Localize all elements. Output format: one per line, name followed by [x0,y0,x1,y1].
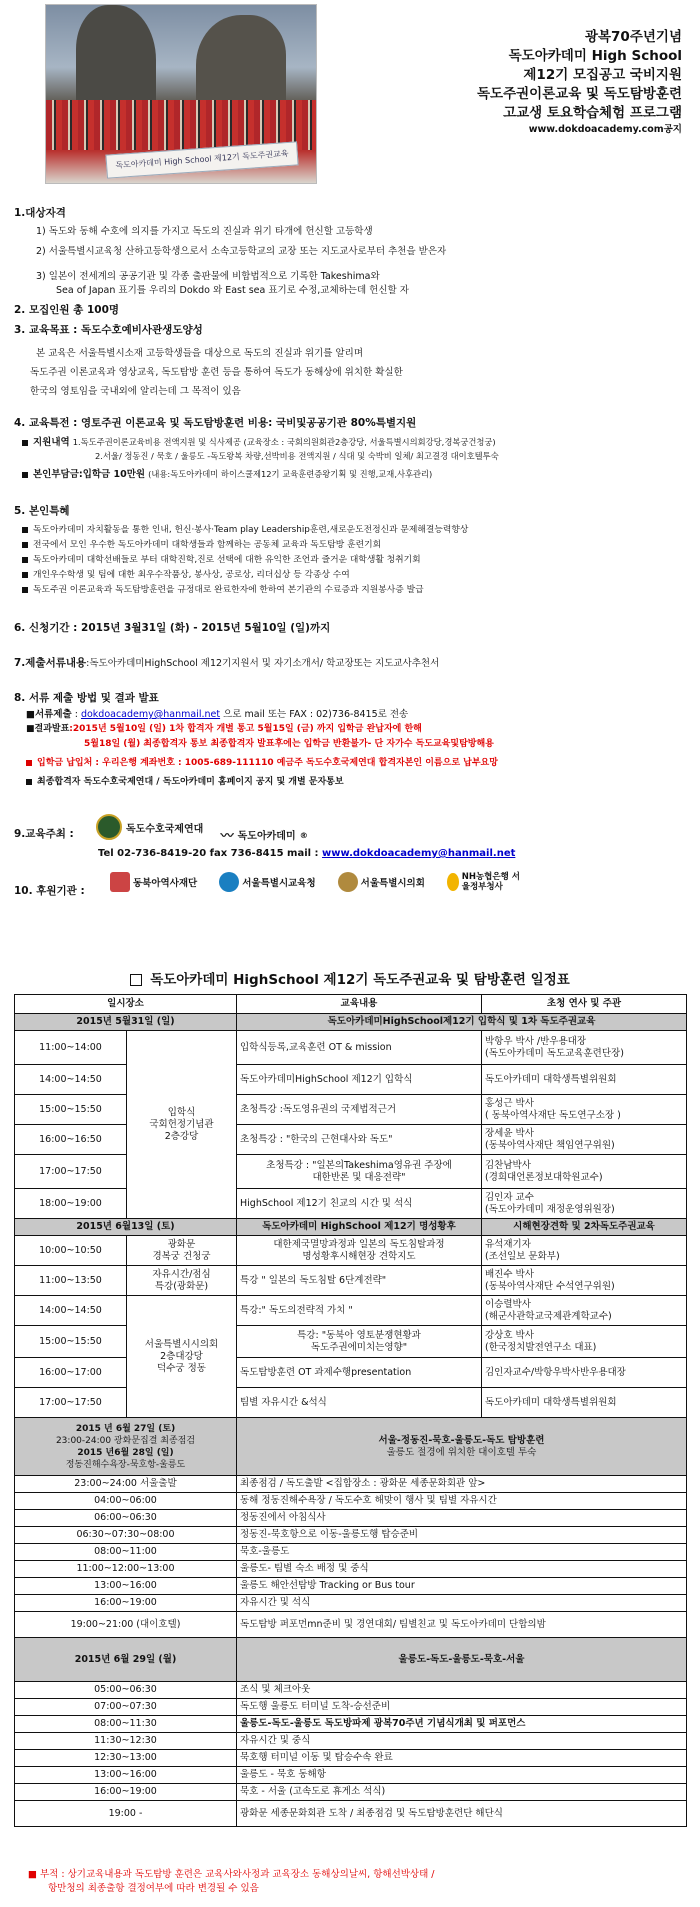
time-cell: 17:00~17:50 [15,1388,127,1418]
day2-date: 2015년 6월13일 (토) [15,1219,237,1236]
content-cell: 울릉도-독도-울릉도 독도방파제 광복70주년 기념식개최 및 퍼포먼스 [237,1716,687,1733]
s1-item: 2) 서울특별시교육청 산하고등학생으로서 소속고등학교의 교장 또는 지도교사로부터 추천을 받은자 [36,246,447,257]
s1-item: 1) 독도와 동해 수호에 의지를 가지고 독도의 진실과 위기 타개에 헌신할 고등학생 [36,226,373,237]
s5-text: 독도아카데미 자치활동을 통한 인내, 헌신·봉사·Team play Leadership훈련,새로운도전정신과 문제해결능력향상 [33,525,469,535]
time-cell: 19:00 - [15,1801,237,1827]
s8-fee [26,755,498,768]
time-cell: 06:30~07:30~08:00 [15,1527,237,1544]
bullet-icon [22,587,28,593]
content-cell: 팀별 자유시간 &석식 [237,1388,482,1418]
content-cell: 초청특강 : "한국의 근현대사와 독도" [237,1125,482,1155]
time-cell: 14:00~14:50 [15,1065,127,1095]
day3-date-4: 정동진해수욕장-묵호항-울릉도 [65,1459,186,1470]
content-cell: 울릉도 - 묵호 동해항 [237,1767,687,1784]
org1-name: 독도수호국제연대 [126,823,204,835]
content-cell: 독도탐방훈련 OT 과제수행presentation [237,1358,482,1388]
speaker-cell: 이승렬박사 (해군사관학교국제관계학교수) [482,1296,687,1326]
time-cell: 19:00~21:00 (대이호텔) [15,1612,237,1638]
day1-theme: 독도아카데미HighSchool제12기 입학식 및 1차 독도주권교육 [237,1014,687,1031]
result-line-1: :2015년 5월10일 (일) 1차 합격자 개별 통고 5월15일 (금) 까지 입학금 완납자에 한해 [69,724,422,734]
sponsor-name: 서울특별시교육청 [242,878,316,889]
day2-theme: 독도아카데미 HighSchool 제12기 명성황후 [237,1219,482,1236]
sponsor-name: 서울특별시의회 [360,878,425,889]
bullet-icon [22,557,28,563]
content-cell: 동해 정동진해수욕장 / 독도수호 해맞이 행사 및 팀별 자유시간 [237,1493,687,1510]
day3-date-3: 2015 년6월 28일 (일) [77,1447,174,1458]
speaker-cell: 장세윤 박사 (동북아역사재단 책임연구위원) [482,1125,687,1155]
checkbox-square-icon [130,974,142,986]
speaker-cell: 김인자교수/박항우박사반우용대장 [482,1358,687,1388]
time-cell: 05:00~06:30 [15,1682,237,1699]
group-photo [45,4,317,184]
time-cell: 10:00~10:50 [15,1236,127,1266]
s4-support [22,434,496,448]
s5-text: 독도아카데미 대학선배들로 부터 대학진학,진로 선택에 대한 유익한 조언과 즐거운 대학생활 청취기회 [33,555,421,565]
nahf-logo-icon [110,872,130,892]
content-cell: 울릉도- 팀별 숙소 배정 및 중식 [237,1561,687,1578]
time-cell: 11:00~14:00 [15,1031,127,1065]
s3-item: 한국의 영토임을 국내외에 알리는데 그 목적이 있음 [30,386,241,397]
support-line-2: 2.서울/ 정동진 / 묵호 / 울릉도 -독도왕복 차량,선박비용 전액지원 / 식대 및 숙박비 일체/ 최고결경 대이호텔투숙 [95,451,499,461]
contact-email-link[interactable]: www.dokdoacademy@hanmail.net [322,848,516,859]
content-cell: 묵호-울릉도 [237,1544,687,1561]
s5-item [22,582,424,595]
section-7 [14,655,439,670]
fee-line: 입학금 납입처 : 우리은행 계좌번호 : 1005-689-111110 예금주 독도수호국제연대 합격자본인 이름으로 납부요망 [37,758,498,768]
nh-logo-icon [447,873,459,891]
s5-text: 전국에서 모인 우수한 독도아카데미 대학생들과 함께하는 공동체 교육과 독도탐방 훈련기회 [33,540,382,550]
sponsor-nahf [110,872,197,892]
speaker-cell: 유석재기자 (조선일보 문화부) [482,1236,687,1266]
section-6-heading: 6. 신청기간 : 2015년 3월31일 (화) - 2015년 5월10일 (일)까지 [14,622,331,634]
place-cell: 서울특별시시의회 2층대강당 덕수궁 정동 [127,1296,237,1418]
result-line-2: 5월18일 (월) 최종합격자 통보 최종합격자 발표후에는 입학금 반환불가- 단 자가수 독도교육및탐방해용 [84,739,494,749]
cost-note: (내용:독도아카데미 하이스쿨제12기 교육훈련증왕기획 및 진행,교재,사후관리) [148,469,433,479]
day1-place: 입학식 국회헌정기념관 2층강당 [127,1031,237,1219]
s5-text: 개인우수학생 및 팀에 대한 최우수작품상, 봉사상, 공로상, 리더십상 등 각종상 수여 [33,570,350,580]
submit-label: 서류제출 [34,709,72,720]
day4-date: 2015년 6월 29일 (월) [15,1638,237,1682]
contact-text: Tel 02-736-8419-20 fax 736-8415 mail : [98,848,323,859]
bullet-icon [22,472,28,478]
submit-rest: 으로 mail 또는 FAX : 02)736-8415로 전송 [223,709,409,720]
org2-name: 독도아카데미 [237,831,296,842]
content-cell: 초청특강 :독도영유권의 국제법적근거 [237,1095,482,1125]
section-7-heading: 7.제출서류내용 [14,657,87,669]
s5-item [22,567,350,580]
s3-item: 본 교육은 서울특별시소재 고등학생들을 대상으로 독도의 진실과 위기를 알리며 [36,348,364,359]
section-3-heading: 3. 교육목표 : 독도수호예비사관생도양성 [14,324,203,336]
time-cell: 23:00~24:00 서울출발 [15,1476,237,1493]
sponsor-nh [447,872,527,892]
content-cell: 입학식등록,교육훈련 OT & mission [237,1031,482,1065]
day3-date-2: 23:00-24:00 광화문집결 최종점검 [55,1435,196,1446]
content-cell: 독도행 울릉도 터미널 도착-승선준비 [237,1699,687,1716]
result-label: 결과발표 [34,724,70,734]
time-cell: 13:00~16:00 [15,1578,237,1595]
bullet-icon [26,779,32,785]
day3-date-block [15,1418,237,1476]
website-line: www.dokdoacademy.com공지 [528,124,682,135]
day3-theme-block [237,1418,687,1476]
s8-final [26,774,344,787]
sponsor-name: NH농협은행 서울정부청사 [461,872,520,892]
dokdo-academy-logo [221,825,308,844]
content-cell: 특강 " 일본의 독도침탈 6단계전략" [237,1266,482,1296]
time-cell: 16:00~17:00 [15,1358,127,1388]
col-header-content: 교육내용 [237,995,482,1014]
bullet-icon [22,527,28,533]
council-seal-icon [338,872,358,892]
time-cell: 16:00~19:00 [15,1784,237,1801]
title-line: 독도아카데미 High School [508,48,682,64]
s3-item: 독도주권 이론교육과 영상교육, 독도탐방 훈련 등을 통하여 독도가 동해상에 위치한 확실한 [30,367,403,378]
time-cell: 16:00~19:00 [15,1595,237,1612]
s1-item: 3) 일본이 전세계의 공공기관 및 각종 출판물에 비합법적으로 기록한 Takeshima와 [36,271,380,282]
submit-email-link[interactable]: dokdoacademy@hanmail.net [80,709,221,720]
time-cell: 11:00~13:50 [15,1266,127,1296]
time-cell: 04:00~06:00 [15,1493,237,1510]
s5-item [22,552,421,565]
schedule-title-text: 독도아카데미 HighSchool 제12기 독도주권교육 및 탐방훈련 일정표 [150,972,570,988]
content-cell: 묵호 - 서울 (고속도로 휴게소 석식) [237,1784,687,1801]
content-cell: 정동진에서 아침식사 [237,1510,687,1527]
s5-item [22,537,381,550]
sponsor-sen [219,872,315,892]
s4-cost [22,466,432,480]
dokdo-international-logo [96,814,203,840]
photo-banner: 독도아카데미 High School 제12기 독도주권교육 [105,141,298,178]
place-cell: 광화문 경복궁 건청궁 [127,1236,237,1266]
content-cell: 독도탐방 퍼포먼mn준비 및 경연대회/ 팀별친교 및 독도아카데미 단합의밤 [237,1612,687,1638]
contact-line [98,848,515,859]
support-label: 지원내역 [33,437,70,448]
speaker-cell: 김찬남박사 (경희대언론정보대학원교수) [482,1155,687,1189]
bullet-icon [22,440,28,446]
bullet-icon [26,760,32,766]
s8-result: ■결과발표:2015년 5월10일 (일) 1차 합격자 개별 통고 5월15일 (금) 까지 입학금 완납자에 한해 [26,724,422,734]
time-cell: 17:00~17:50 [15,1155,127,1189]
day3-theme-1: 서울-정동진-묵호-울릉도-독도 탐방훈련 [378,1434,545,1446]
final-line: 최종합격자 독도수호국제연대 / 독도아카데미 홈페이지 공지 및 개별 문자통보 [37,777,344,787]
speaker-cell: 박항우 박사 /반우용대장 (독도아카데미 독도교육훈련단장) [482,1031,687,1065]
sponsor-council [338,872,425,892]
bullet-icon [22,572,28,578]
content-cell: 자유시간 및 중식 [237,1733,687,1750]
time-cell: 08:00~11:30 [15,1716,237,1733]
content-cell: 조식 및 체크아웃 [237,1682,687,1699]
content-cell: 정동진-묵호항으로 이동-울릉도행 탑승준비 [237,1527,687,1544]
s5-text: 독도주권 이론교육과 독도탐방훈련을 규정대로 완료한자에 한하여 본기관의 수료증과 지원봉사증 발급 [33,585,424,595]
wave-icon: 〰 [220,829,234,844]
s8-submit: ■서류제출 : dokdoacademy@hanmail.net 으로 mail 또는 FAX : 02)736-8415로 전송 [26,709,409,720]
content-cell: 특강: "동북아 영토분쟁현황과 독도주권에미치는영향" [237,1326,482,1358]
bullet-icon [22,542,28,548]
speaker-cell: 홍성근 박사 ( 동북아역사재단 독도연구소장 ) [482,1095,687,1125]
content-cell: 초청특강 : "일본의Takeshima영유권 주장에 대한반론 및 대응전략" [237,1155,482,1189]
time-cell: 11:30~12:30 [15,1733,237,1750]
speaker-cell: 배진수 박사 (동북아역사재단 수석연구위원) [482,1266,687,1296]
time-cell: 13:00~16:00 [15,1767,237,1784]
content-cell: HighSchool 제12기 친교의 시간 및 석식 [237,1189,482,1219]
col-header-speaker: 초청 연사 및 주관 [482,995,687,1014]
organizer-logos [96,814,308,844]
section-2-heading: 2. 모집인원 총 100명 [14,304,120,316]
day1-date: 2015년 5월31일 (일) [15,1014,237,1031]
sponsor-name: 동북아역사재단 [133,878,198,889]
time-cell: 15:00~15:50 [15,1326,127,1358]
section-8-heading: 8. 서류 제출 방법 및 결과 발표 [14,692,159,704]
footnote [28,1868,435,1896]
support-line-1: 1.독도주권이론교육비용 전액지원 및 식사제공 (교육장소 : 국회의원회관2층강당, 서울특별시의회강당,경복궁건청궁) [72,437,496,447]
time-cell: 15:00~15:50 [15,1095,127,1125]
time-cell: 14:00~14:50 [15,1296,127,1326]
time-cell: 11:00~12:00~13:00 [15,1561,237,1578]
cost-label: 본인부담금 [33,469,79,480]
schedule-table [14,994,687,1827]
time-cell: 07:00~07:30 [15,1699,237,1716]
registered-mark: ® [299,829,308,840]
s5-item [22,522,468,535]
section-9-heading: 9.교육주최 : [14,828,74,840]
place-cell: 자유시간/점심 특강(광화문) [127,1266,237,1296]
day2-theme-2: 시해현장견학 및 2차독도주권교육 [482,1219,687,1236]
time-cell: 08:00~11:00 [15,1544,237,1561]
title-line: 고교생 토요학습체험 프로그램 [503,105,682,121]
section-7-text: :독도아카데미HighSchool 제12기지원서 및 자기소개서/ 학교장또는 지도교사추천서 [86,658,440,669]
speaker-cell: 김인자 교수 (독도아카데미 재정운영위원장) [482,1189,687,1219]
time-cell: 12:30~13:00 [15,1750,237,1767]
footnote-line-1: ■ 부적 : 상기교육내용과 독도탐방 훈련은 교육사와사정과 교육장소 동해상의날씨, 항해선박상태 / [28,1869,435,1880]
section-5-heading: 5. 본인특혜 [14,505,70,517]
content-cell: 특강:" 독도의전략적 가치 " [237,1296,482,1326]
title-block [477,28,682,137]
day3-theme-2: 울릉도 절경에 위치한 대이호텔 투숙 [386,1446,537,1458]
cost-text: :입학금 10만원 [78,469,146,480]
footnote-line-2: 항만청의 최종출항 결정여부에 따라 변경될 수 있음 [48,1883,259,1894]
s1-item: Sea of Japan 표기를 우리의 Dokdo 와 East sea 표기로 수정,교체하는데 헌신할 자 [56,285,409,296]
title-line: 독도주권이론교육 및 독도탐방훈련 [476,86,682,102]
content-cell: 독도아카데미HighSchool 제12기 입학식 [237,1065,482,1095]
day4-theme: 울릉도-독도-울릉도-묵호-서울 [237,1638,687,1682]
sen-logo-icon [219,872,239,892]
content-cell: 울릉도 해안선탐방 Tracking or Bus tour [237,1578,687,1595]
content-cell: 자유시간 및 석식 [237,1595,687,1612]
content-cell: 최종점검 / 독도출발 <집합장소 : 광화문 세종문화회관 앞> [237,1476,687,1493]
dokdo-emblem-icon [96,814,122,840]
title-line: 제12기 모집공고 국비지원 [523,67,682,83]
speaker-cell: 독도아카데미 대학생특별위원회 [482,1388,687,1418]
content-cell: 묵호행 터미널 이동 및 탑승수속 완료 [237,1750,687,1767]
title-line: 광복70주년기념 [584,29,682,45]
speaker-cell: 독도아카데미 대학생특별위원회 [482,1065,687,1095]
col-header-datetime: 일시장소 [15,995,237,1014]
time-cell: 18:00~19:00 [15,1189,127,1219]
time-cell: 16:00~16:50 [15,1125,127,1155]
rock-left [76,5,156,115]
speaker-cell: 강상호 박사 (한국정치발전연구소 대표) [482,1326,687,1358]
content-cell: 대한제국멸망과정과 일본의 독도침탈과정 명성황후시해현장 견학지도 [237,1236,482,1266]
time-cell: 06:00~06:30 [15,1510,237,1527]
schedule-title [0,968,700,988]
content-cell: 광화문 세종문화회관 도착 / 최종점검 및 독도탐방훈련단 해단식 [237,1801,687,1827]
section-4-heading: 4. 교육특전 : 영토주권 이론교육 및 독도탐방훈련 비용: 국비및공공기관 80%특별지원 [14,417,417,429]
day3-date-1: 2015 년 6월 27일 (토) [75,1423,176,1434]
sponsor-logos [110,872,527,892]
section-1-heading: 1.대상자격 [14,207,66,219]
section-10-heading: 10. 후원기관 : [14,885,85,897]
